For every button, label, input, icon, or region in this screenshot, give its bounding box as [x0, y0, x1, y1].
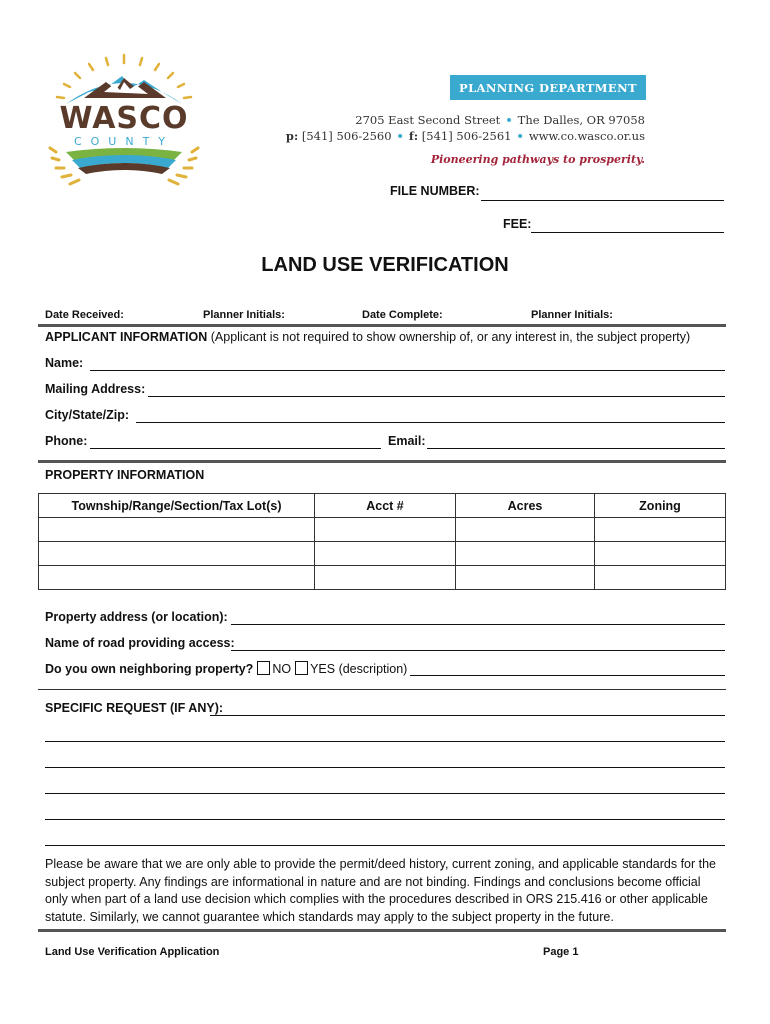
- table-cell[interactable]: [456, 518, 595, 542]
- fax-prefix: f:: [408, 129, 419, 143]
- phone-prefix: p:: [285, 129, 299, 143]
- table-cell[interactable]: [456, 566, 595, 590]
- street: 2705 East Second Street: [355, 113, 501, 127]
- fee-label: FEE:: [503, 217, 532, 231]
- section-divider: [38, 689, 726, 690]
- column-header: Acct #: [315, 494, 456, 518]
- separator-dot-icon: •: [396, 129, 404, 143]
- email-field[interactable]: [427, 447, 725, 449]
- section-divider: [38, 460, 726, 463]
- footer-form-name: Land Use Verification Application: [45, 946, 220, 958]
- tagline: Pioneering pathways to prosperity.: [430, 153, 645, 166]
- specific-request-line[interactable]: [45, 792, 725, 794]
- contact-line: [286, 129, 645, 143]
- table-row: [39, 518, 726, 542]
- table-cell[interactable]: [315, 518, 456, 542]
- page-number: Page 1: [543, 946, 579, 958]
- specific-request-line[interactable]: [45, 740, 725, 742]
- specific-request-line[interactable]: [45, 818, 725, 820]
- table-cell[interactable]: [595, 518, 726, 542]
- name-field[interactable]: [90, 369, 725, 371]
- planner-initials-label: Planner Initials:: [203, 309, 285, 321]
- disclaimer-notice: Please be aware that we are only able to provide the permit/deed history, current zoning, and applicable standards for the subject property. Any findings are informational in nature and are not binding. Findings and conclusions become official only when part of a land use decision which complies with the procedures described in ORS 215.416 or other applicable statute. Similarly, we cannot guarantee which standards may apply to the subject property in the future.: [45, 857, 717, 924]
- website-link[interactable]: www.co.wasco.or.us: [528, 129, 645, 143]
- yes-checkbox[interactable]: [295, 661, 308, 675]
- column-header: Acres: [456, 494, 595, 518]
- table-header-row: [39, 494, 726, 518]
- property-table: [38, 493, 726, 590]
- yes-label: YES (description): [310, 662, 408, 676]
- table-cell[interactable]: [39, 542, 315, 566]
- table-cell[interactable]: [39, 566, 315, 590]
- section-divider: [38, 324, 726, 327]
- road-access-label: Name of road providing access:: [45, 636, 235, 650]
- neighboring-property-row: [45, 661, 407, 676]
- table-row: [39, 542, 726, 566]
- table-cell[interactable]: [456, 542, 595, 566]
- mailing-address-label: Mailing Address:: [45, 382, 146, 396]
- applicant-note: (Applicant is not required to show ownership of, or any interest in, the subject property): [210, 330, 691, 344]
- date-received-label: Date Received:: [45, 309, 124, 321]
- file-number-label: FILE NUMBER:: [390, 184, 480, 198]
- column-header: Township/Range/Section/Tax Lot(s): [39, 494, 315, 518]
- applicant-heading: APPLICANT INFORMATION: [45, 330, 208, 344]
- email-label: Email:: [388, 434, 426, 448]
- city-state-zip-label: City/State/Zip:: [45, 408, 130, 422]
- fax-number: [541] 506-2561: [421, 129, 512, 143]
- planner-initials-label-2: Planner Initials:: [531, 309, 613, 321]
- phone-label: Phone:: [45, 434, 88, 448]
- table-cell[interactable]: [315, 542, 456, 566]
- department-name: PLANNING DEPARTMENT: [459, 80, 637, 95]
- table-cell[interactable]: [315, 566, 456, 590]
- applicant-section-heading: [45, 330, 690, 344]
- column-header: Zoning: [595, 494, 726, 518]
- yes-description-field[interactable]: [410, 674, 725, 676]
- footer-divider: [38, 929, 726, 932]
- neighboring-property-label: Do you own neighboring property?: [45, 662, 254, 676]
- table-row: [39, 566, 726, 590]
- specific-request-field[interactable]: [210, 714, 725, 716]
- city: The Dalles, OR 97058: [517, 113, 645, 127]
- address-line: [355, 113, 645, 127]
- department-badge: [450, 75, 646, 100]
- form-title: LAND USE VERIFICATION: [261, 254, 509, 276]
- name-label: Name:: [45, 356, 84, 370]
- table-cell[interactable]: [39, 518, 315, 542]
- fee-field[interactable]: [531, 231, 724, 233]
- specific-request-line[interactable]: [45, 766, 725, 768]
- no-checkbox[interactable]: [257, 661, 270, 675]
- separator-dot-icon: •: [505, 113, 513, 127]
- road-access-field[interactable]: [231, 649, 725, 651]
- logo-county: COUNTY: [73, 135, 175, 148]
- specific-request-label: SPECIFIC REQUEST (IF ANY):: [45, 701, 224, 715]
- date-complete-label: Date Complete:: [362, 309, 443, 321]
- file-number-field[interactable]: [481, 199, 724, 201]
- table-cell[interactable]: [595, 566, 726, 590]
- separator-dot-icon: •: [516, 129, 524, 143]
- no-label: NO: [272, 662, 292, 676]
- property-address-label: Property address (or location):: [45, 610, 228, 624]
- mailing-address-field[interactable]: [148, 395, 725, 397]
- specific-request-line[interactable]: [45, 844, 725, 846]
- city-state-zip-field[interactable]: [136, 421, 725, 423]
- property-heading: PROPERTY INFORMATION: [45, 468, 205, 482]
- logo-wordmark: WASCO: [59, 101, 189, 136]
- property-address-field[interactable]: [231, 623, 725, 625]
- table-cell[interactable]: [595, 542, 726, 566]
- phone-field[interactable]: [90, 447, 381, 449]
- wasco-county-logo: [44, 52, 204, 192]
- phone-number: [541] 506-2560: [301, 129, 392, 143]
